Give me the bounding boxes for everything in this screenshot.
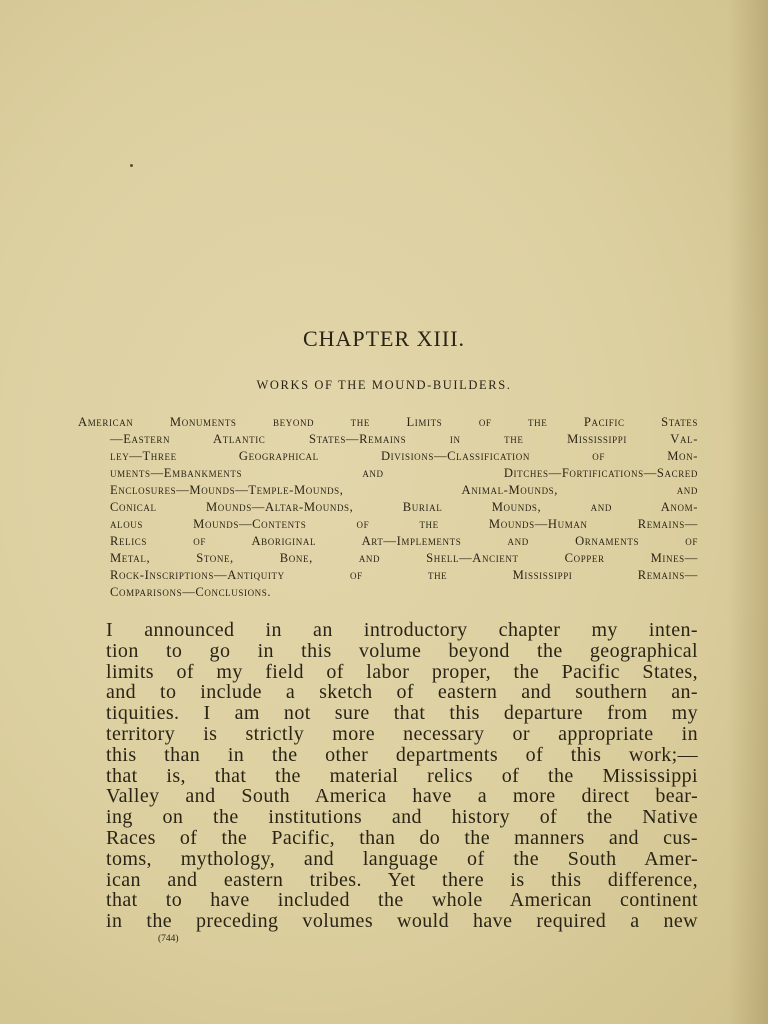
page-number: (744)	[158, 934, 179, 944]
body-line: tiquities. I am not sure that this departure from my	[106, 702, 698, 725]
body-line: and to include a sketch of eastern and southern an-	[106, 681, 698, 704]
chapter-heading: CHAPTER XIII.	[302, 326, 466, 351]
body-line: that is, that the material relics of the Mississippi	[106, 764, 698, 787]
synopsis-line: uments—Embankments and Ditches—Fortifications—Sacred	[110, 466, 698, 480]
chapter-synopsis	[78, 414, 698, 601]
paper-speck	[130, 164, 133, 167]
body-line: tion to go in this volume beyond the geographical	[106, 639, 698, 662]
body-line: Valley and South America have a more direct bear-	[106, 785, 698, 808]
body-line: toms, mythology, and language of the South Amer-	[106, 847, 698, 870]
body-line: in the preceding volumes would have required a new	[106, 910, 698, 933]
synopsis-line: Enclosures—Mounds—Temple-Mounds, Animal-Mounds, and	[110, 483, 698, 497]
body-line: this than in the other departments of this work;—	[106, 743, 698, 766]
synopsis-line: Relics of Aboriginal Art—Implements and Ornaments of	[110, 534, 698, 548]
body-line: I announced in an introductory chapter my inten-	[106, 619, 698, 641]
synopsis-line: Metal, Stone, Bone, and Shell—Ancient Copper Mines—	[110, 551, 698, 565]
body-line: that to have included the whole American continent	[106, 889, 698, 912]
body-line: ing on the institutions and history of the Native	[106, 806, 698, 829]
chapter-title: WORKS OF THE MOUND-BUILDERS.	[256, 378, 512, 392]
synopsis-line: ley—Three Geographical Divisions—Classification of Mon-	[110, 449, 698, 463]
synopsis-line: Conical Mounds—Altar-Mounds, Burial Mounds, and Anom-	[110, 500, 698, 514]
body-paragraph	[106, 620, 698, 932]
body-line: limits of my field of labor proper, the Pacific States,	[106, 660, 698, 683]
synopsis-line: American Monuments beyond the Limits of the Pacific States	[78, 415, 698, 429]
body-line: ican and eastern tribes. Yet there is this difference,	[106, 868, 698, 891]
body-line: Races of the Pacific, than do the manners and cus-	[106, 826, 698, 849]
synopsis-line: —Eastern Atlantic States—Remains in the Mississippi Val-	[110, 432, 698, 446]
synopsis-line: alous Mounds—Contents of the Mounds—Human Remains—	[110, 517, 698, 531]
page-edge-shadow	[728, 0, 768, 1024]
synopsis-line: Rock-Inscriptions—Antiquity of the Mississippi Remains—	[110, 568, 698, 582]
body-line: territory is strictly more necessary or appropriate in	[106, 722, 698, 745]
synopsis-line: Comparisons—Conclusions.	[110, 585, 272, 599]
